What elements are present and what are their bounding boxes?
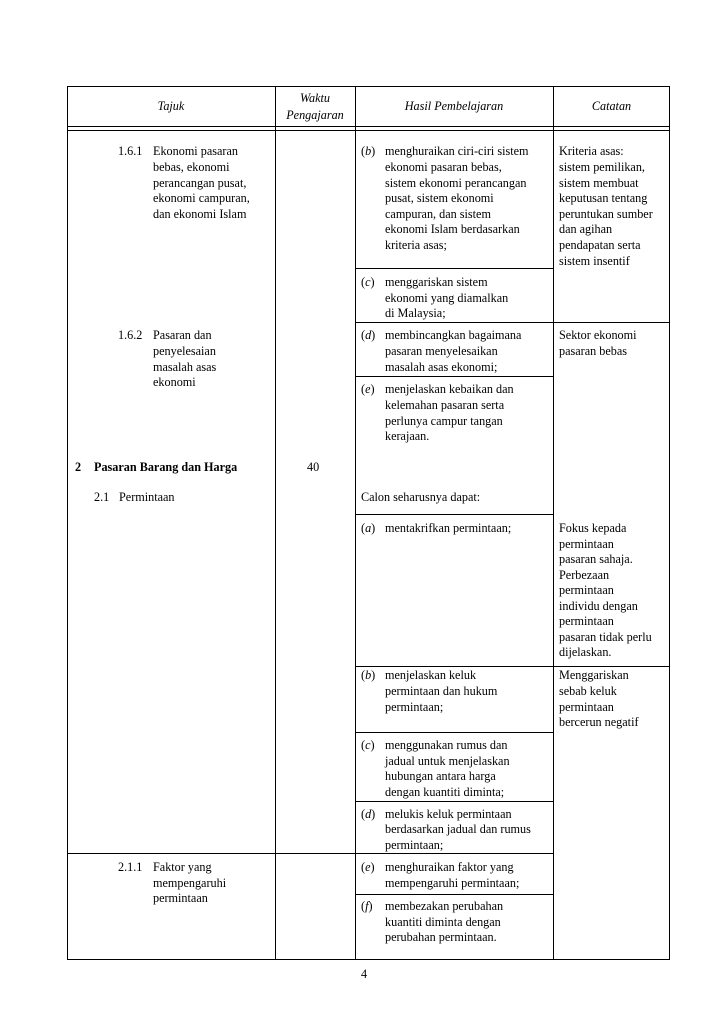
note-1-line: sistem insentif: [559, 254, 630, 268]
topic-1-6-2-line: Pasaran dan: [153, 328, 212, 342]
outcome-b1-line: ekonomi pasaran bebas,: [385, 160, 502, 174]
outcome-b1-line: campuran, dan sistem: [385, 207, 491, 221]
outcome-d1-label: (d): [361, 328, 376, 342]
topic-1-6-1-line: perancangan pusat,: [153, 176, 247, 190]
row-rule: [355, 268, 553, 269]
outcome-a2-line: mentakrifkan permintaan;: [385, 521, 512, 535]
outcome-b1-line: ekonomi Islam berdasarkan: [385, 222, 520, 236]
note-4-line: Menggariskan: [559, 668, 629, 682]
outcome-c2-line: menggunakan rumus dan: [385, 738, 508, 752]
outcome-d2-line: melukis keluk permintaan: [385, 807, 512, 821]
note-4-line: sebab keluk: [559, 684, 617, 698]
outcome-c1-line: ekonomi yang diamalkan: [385, 291, 509, 305]
topic-2-1-number: 2.1: [94, 490, 110, 504]
note-1-line: sistem membuat: [559, 176, 639, 190]
topic-1-6-1-number: 1.6.1: [118, 144, 143, 158]
topic-2-1-1-line: mempengaruhi: [153, 876, 227, 890]
topic-2-hours: 40: [307, 460, 320, 474]
note-1-line: Kriteria asas:: [559, 144, 624, 158]
outcome-e2-label: (e): [361, 860, 375, 874]
note-3-line: dijelaskan.: [559, 645, 612, 659]
outcome-e2-line: menghuraikan faktor yang: [385, 860, 514, 874]
outcome-b1-line: pusat, sistem ekonomi: [385, 191, 494, 205]
note-3-line: pasaran tidak perlu: [559, 630, 652, 644]
row-rule: [355, 666, 670, 667]
note-3-line: permintaan: [559, 614, 614, 628]
outcome-b1-line: sistem ekonomi perancangan: [385, 176, 527, 190]
row-rule: [355, 322, 670, 323]
header-waktu-line1: Waktu: [299, 91, 330, 105]
note-1-line: peruntukan sumber: [559, 207, 653, 221]
topic-2-1-title: Permintaan: [119, 490, 175, 504]
outcome-c2-line: dengan kuantiti diminta;: [385, 785, 505, 799]
outcome-f2-line: kuantiti diminta dengan: [385, 915, 501, 929]
topic-2-1-1-line: Faktor yang: [153, 860, 212, 874]
outcome-e2-letter: e: [365, 860, 371, 874]
outcome-d1-line: membincangkan bagaimana: [385, 328, 522, 342]
outcome-b1-letter: b: [365, 144, 372, 158]
outcome-f2-line: membezakan perubahan: [385, 899, 504, 913]
note-4-line: bercerun negatif: [559, 715, 639, 729]
outcome-a2-letter: a: [365, 521, 372, 535]
outcome-c1-label: (c): [361, 275, 375, 289]
topic-1-6-2-line: ekonomi: [153, 375, 196, 389]
outcome-e1-line: kerajaan.: [385, 429, 430, 443]
topic-2-1-1-line: permintaan: [153, 891, 208, 905]
outcome-e1-line: menjelaskan kebaikan dan: [385, 382, 514, 396]
outcome-d1-line: masalah asas ekonomi;: [385, 360, 498, 374]
outcome-c1-line: menggariskan sistem: [385, 275, 488, 289]
column-rule-waktu: [275, 86, 276, 960]
outcome-d2-label: (d): [361, 807, 376, 821]
note-3-line: pasaran sahaja.: [559, 552, 633, 566]
topic-2-1-1-number: 2.1.1: [118, 860, 143, 874]
outcome-c2-line: jadual untuk menjelaskan: [385, 754, 510, 768]
header-waktu-line2: Pengajaran: [286, 108, 344, 122]
note-3-line: permintaan: [559, 537, 614, 551]
outcome-intro: Calon seharusnya dapat:: [361, 490, 481, 504]
column-rule-hasil: [355, 86, 356, 960]
topic-1-6-2-number: 1.6.2: [118, 328, 143, 342]
row-rule: [355, 894, 553, 895]
note-1-line: pendapatan serta: [559, 238, 641, 252]
topic-1-6-2-line: penyelesaian: [153, 344, 216, 358]
outcome-b2-label: (b): [361, 668, 376, 682]
header-tajuk: Tajuk: [157, 99, 185, 113]
header-rule-bottom: [67, 130, 670, 131]
outcome-f2-line: perubahan permintaan.: [385, 930, 497, 944]
row-rule: [355, 514, 553, 515]
outcome-c2-letter: c: [365, 738, 371, 752]
outcome-f2-label: (f): [361, 899, 373, 913]
row-rule: [355, 801, 553, 802]
outcome-b2-line: menjelaskan keluk: [385, 668, 477, 682]
header-hasil: Hasil Pembelajaran: [404, 99, 504, 113]
outcome-a2-label: (a): [361, 521, 376, 535]
outcome-e1-label: (e): [361, 382, 375, 396]
note-3-line: Fokus kepada: [559, 521, 627, 535]
topic-1-6-1-line: Ekonomi pasaran: [153, 144, 238, 158]
note-1-line: keputusan tentang: [559, 191, 648, 205]
outcome-e2-line: mempengaruhi permintaan;: [385, 876, 520, 890]
topic-1-6-1-line: bebas, ekonomi: [153, 160, 230, 174]
outcome-c1-letter: c: [365, 275, 371, 289]
note-4-line: permintaan: [559, 700, 614, 714]
note-2-line: Sektor ekonomi: [559, 328, 637, 342]
outcome-b1-line: menghuraikan ciri-ciri sistem: [385, 144, 529, 158]
note-3-line: individu dengan: [559, 599, 638, 613]
outcome-d2-letter: d: [365, 807, 372, 821]
note-2-line: pasaran bebas: [559, 344, 628, 358]
outcome-c2-line: hubungan antara harga: [385, 769, 496, 783]
note-1-line: dan agihan: [559, 222, 613, 236]
topic-2-number: 2: [75, 460, 82, 474]
row-rule: [67, 853, 553, 854]
row-rule: [355, 376, 553, 377]
outcome-e1-line: kelemahan pasaran serta: [385, 398, 505, 412]
topic-2-title: Pasaran Barang dan Harga: [94, 460, 238, 474]
header-catatan: Catatan: [591, 99, 632, 113]
column-rule-catatan: [553, 86, 554, 960]
topic-1-6-2-line: masalah asas: [153, 360, 217, 374]
row-rule: [355, 732, 553, 733]
outcome-d1-letter: d: [365, 328, 372, 342]
outcome-b1-label: (b): [361, 144, 376, 158]
outcome-e1-letter: e: [365, 382, 371, 396]
outcome-b2-letter: b: [365, 668, 372, 682]
outcome-d2-line: permintaan;: [385, 838, 444, 852]
note-3-line: Perbezaan: [559, 568, 610, 582]
outcome-e1-line: perlunya campur tangan: [385, 414, 503, 428]
outcome-d1-line: pasaran menyelesaikan: [385, 344, 498, 358]
note-3-line: permintaan: [559, 583, 614, 597]
outcome-b1-line: kriteria asas;: [385, 238, 447, 252]
outcome-d2-line: berdasarkan jadual dan rumus: [385, 822, 531, 836]
outcome-c2-label: (c): [361, 738, 375, 752]
outcome-b2-line: permintaan;: [385, 700, 444, 714]
outcome-f2-letter: f: [365, 899, 369, 913]
topic-1-6-1-line: dan ekonomi Islam: [153, 207, 247, 221]
outcome-c1-line: di Malaysia;: [385, 306, 446, 320]
page-number: 4: [360, 967, 368, 981]
topic-1-6-1-line: ekonomi campuran,: [153, 191, 250, 205]
header-rule-top: [67, 126, 670, 127]
outcome-b2-line: permintaan dan hukum: [385, 684, 498, 698]
note-1-line: sistem pemilikan,: [559, 160, 645, 174]
